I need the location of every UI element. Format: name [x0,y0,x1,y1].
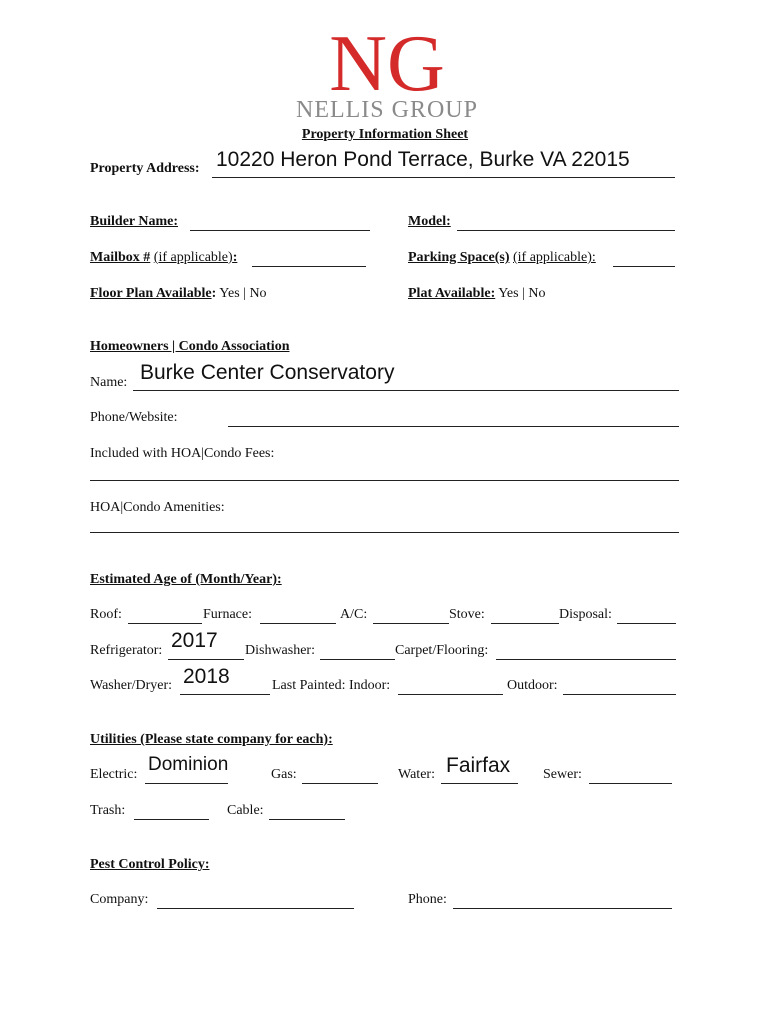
washer-field[interactable] [180,694,270,695]
washer-value: 2018 [183,665,230,688]
ac-label: A/C: [340,607,368,622]
sewer-field[interactable] [589,783,672,784]
property-address-value: 10220 Heron Pond Terrace, Burke VA 22015 [216,148,630,171]
water-label: Water: [398,767,435,782]
gas-label: Gas: [271,767,297,782]
mailbox-colon: : [232,250,238,265]
mailbox-label [90,250,237,266]
carpet-label: Carpet/Flooring: [395,643,489,658]
last-painted-label: Last Painted: Indoor: [272,678,391,693]
washer-label: Washer/Dryer: [90,678,173,693]
parking-field[interactable] [613,266,675,267]
hoa-heading: Homeowners | Condo Association [90,339,290,354]
page-title: Property Information Sheet [301,127,469,142]
water-value: Fairfax [446,754,511,777]
trash-field[interactable] [134,819,209,820]
nellis-group-logo [282,22,492,122]
builder-name-label: Builder Name: [90,214,179,229]
stove-label: Stove: [449,607,485,622]
plat-row [408,286,546,302]
hoa-phone-label: Phone/Website: [90,410,178,425]
builder-name-field[interactable] [190,230,370,231]
property-address-label: Property Address: [90,161,200,176]
plat-options[interactable]: Yes | No [498,286,546,301]
hoa-name-field[interactable] [133,390,679,391]
hoa-phone-field[interactable] [228,426,679,427]
outdoor-label: Outdoor: [507,678,558,693]
furnace-field[interactable] [260,623,336,624]
hoa-fees-field[interactable] [90,480,679,481]
model-field[interactable] [457,230,675,231]
utilities-heading: Utilities (Please state company for each): [90,732,333,747]
floor-plan-options[interactable]: Yes | No [219,286,267,301]
age-heading: Estimated Age of (Month/Year): [90,572,282,587]
parking-label-text: Parking Space(s) [408,250,510,265]
mailbox-label-text: Mailbox # [90,250,151,265]
property-address-field[interactable] [212,177,675,178]
indoor-field[interactable] [398,694,503,695]
disposal-label: Disposal: [559,607,612,622]
refrigerator-field[interactable] [168,659,244,660]
outdoor-field[interactable] [563,694,676,695]
plat-label: Plat Available: [408,286,496,301]
pest-phone-field[interactable] [453,908,672,909]
parking-label [408,250,596,266]
pest-company-label: Company: [90,892,149,907]
model-label: Model: [408,214,451,229]
hoa-fees-label: Included with HOA|Condo Fees: [90,446,275,461]
floor-plan-row [90,286,267,302]
refrigerator-value: 2017 [171,629,218,652]
pest-phone-label: Phone: [408,892,447,907]
hoa-amenities-field[interactable] [90,532,679,533]
hoa-amenities-label: HOA|Condo Amenities: [90,500,225,515]
hoa-name-value: Burke Center Conservatory [140,361,395,384]
electric-label: Electric: [90,767,138,782]
furnace-label: Furnace: [203,607,252,622]
disposal-field[interactable] [617,623,676,624]
roof-field[interactable] [128,623,202,624]
floor-plan-label: Floor Plan Available [90,286,212,301]
cable-field[interactable] [269,819,345,820]
cable-label: Cable: [227,803,264,818]
trash-label: Trash: [90,803,126,818]
pest-company-field[interactable] [157,908,354,909]
refrigerator-label: Refrigerator: [90,643,163,658]
electric-field[interactable] [145,783,228,784]
mailbox-note: (if applicable) [153,250,233,265]
floor-plan-colon: : [211,286,217,301]
carpet-field[interactable] [496,659,676,660]
dishwasher-field[interactable] [320,659,395,660]
hoa-name-label: Name: [90,375,128,390]
electric-value: Dominion [148,754,229,775]
logo-company-name: NELLIS GROUP [295,97,479,122]
mailbox-field[interactable] [252,266,366,267]
parking-note: (if applicable): [513,250,596,265]
pest-heading: Pest Control Policy: [90,857,210,872]
sewer-label: Sewer: [543,767,582,782]
logo-monogram: NG [329,22,445,108]
water-field[interactable] [441,783,518,784]
gas-field[interactable] [302,783,378,784]
roof-label: Roof: [90,607,122,622]
dishwasher-label: Dishwasher: [245,643,315,658]
ac-field[interactable] [373,623,449,624]
stove-field[interactable] [491,623,559,624]
